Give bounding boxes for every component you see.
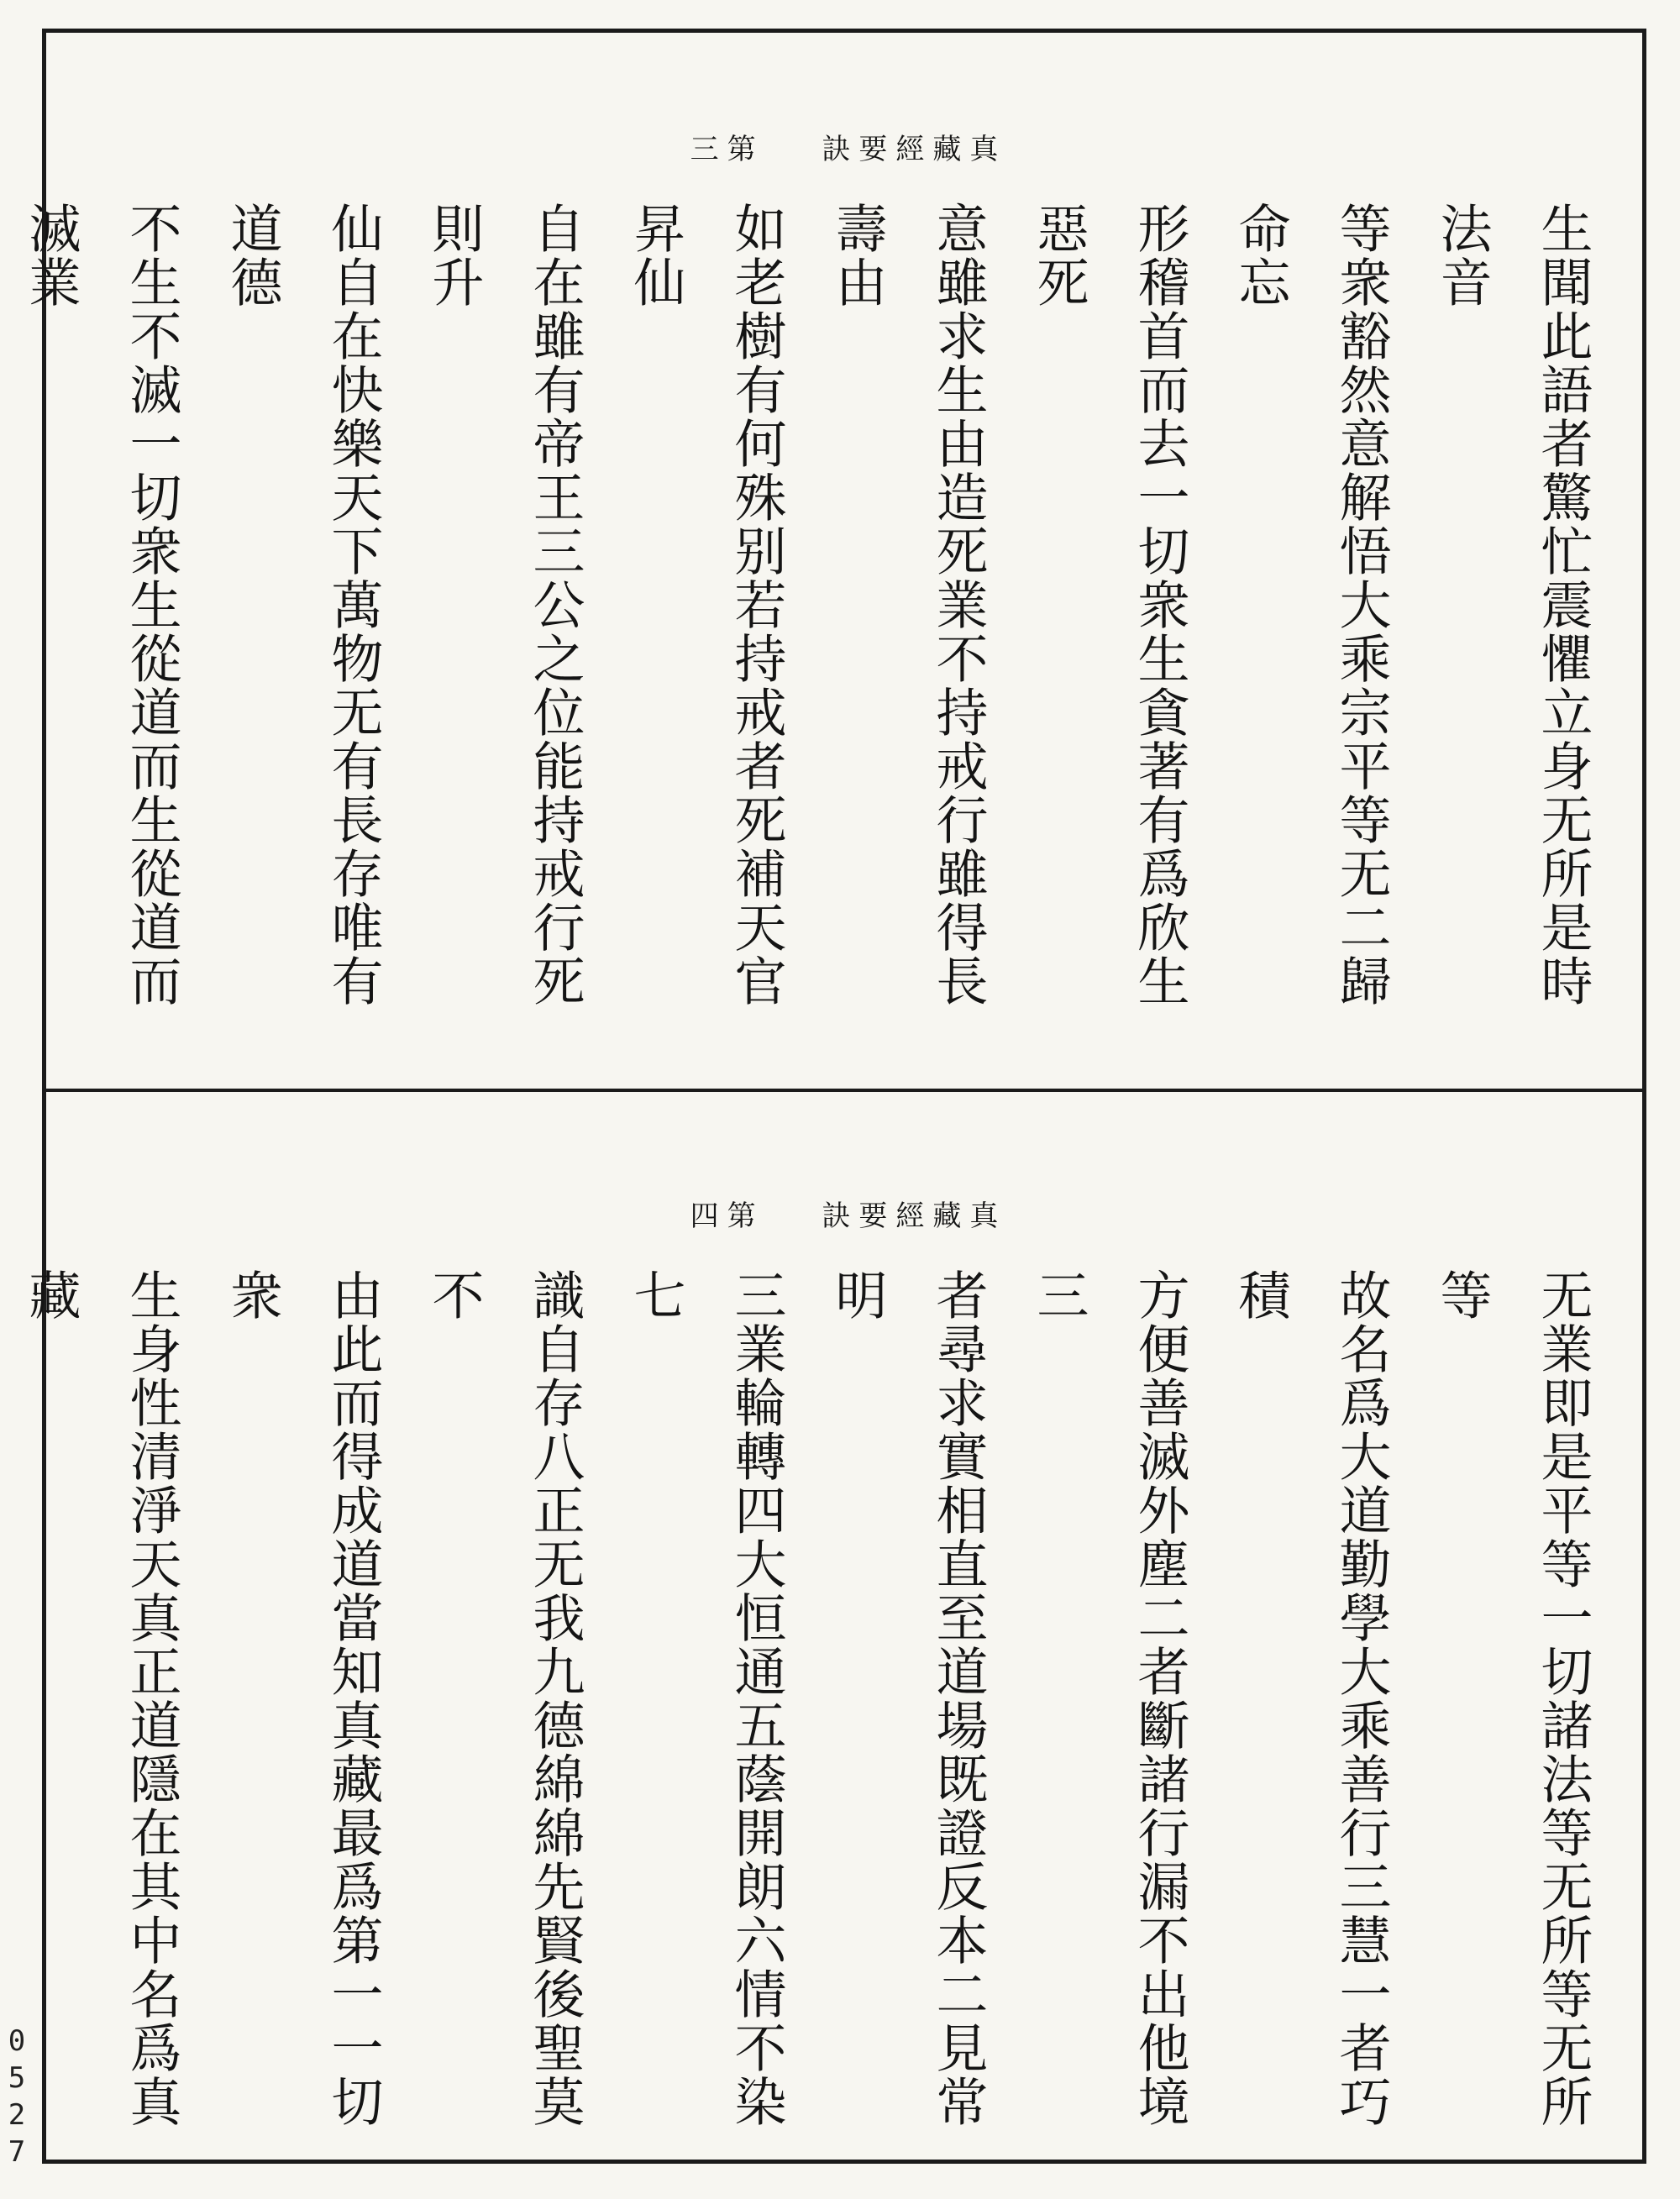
top-header-title: 真藏經要訣 [822, 133, 1007, 166]
bottom-header-page: 第四 [690, 1199, 764, 1233]
page-divider [42, 1089, 1646, 1092]
text-column: 仙自在快樂天下萬物无有長存唯有道德 [222, 202, 384, 1008]
bottom-text-block [20, 1268, 1613, 2142]
text-column: 故名爲大道勤學大乘善行三慧一者巧積 [1230, 1268, 1392, 2128]
top-text-block [20, 202, 1613, 1058]
text-column: 方便善滅外塵二者斷諸行漏不出他境三 [1028, 1268, 1190, 2128]
bottom-header-title: 真藏經要訣 [822, 1199, 1007, 1233]
text-column: 生聞此語者驚忙震懼立身无所是時法音 [1431, 202, 1593, 1008]
text-column: 无業即是平等一切諸法等无所等无所等 [1431, 1268, 1593, 2128]
text-column: 三業輪轉四大恒通五蔭開朗六情不染七 [625, 1268, 787, 2128]
text-column: 如老樹有何殊别若持戒者死補天官昇仙 [625, 202, 787, 1008]
page-number: 0527 [0, 2024, 34, 2172]
top-page-header [84, 126, 1613, 176]
text-column: 形稽首而去一切衆生貪著有爲欣生惡死 [1028, 202, 1190, 1008]
top-header-page: 第三 [690, 133, 764, 166]
text-column: 生身性清淨天真正道隱在其中名爲真藏 [20, 1268, 182, 2128]
top-page-panel [20, 126, 1613, 1058]
text-column: 識自存八正无我九德綿綿先賢後聖莫不 [423, 1268, 585, 2128]
text-column: 者尋求實相直至道場既證反本二見常明 [827, 1268, 989, 2128]
text-column: 由此而得成道當知真藏最爲第一一切衆 [222, 1268, 384, 2128]
text-column: 不生不滅一切衆生從道而生從道而滅業 [20, 202, 182, 1008]
bottom-page-panel [20, 1193, 1613, 2133]
text-column: 意雖求生由造死業不持戒行雖得長壽由 [827, 202, 989, 1008]
bottom-page-header [84, 1193, 1613, 1243]
text-column: 自在雖有帝王三公之位能持戒行死則升 [423, 202, 585, 1008]
text-column: 等衆豁然意解悟大乘宗平等无二歸命忘 [1230, 202, 1392, 1008]
